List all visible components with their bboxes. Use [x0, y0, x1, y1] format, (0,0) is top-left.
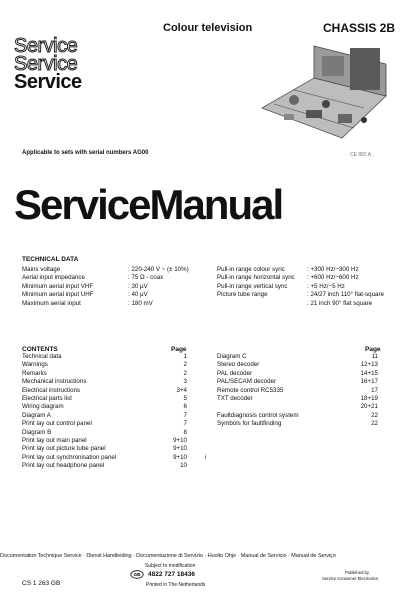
svg-text:GB: GB	[133, 572, 141, 578]
chassis-label: CHASSIS 2B	[323, 21, 396, 35]
contents-row-value: 3	[183, 378, 187, 386]
contents-row-label: Wiring diagram	[22, 403, 64, 411]
contents-row-value: 2	[183, 369, 187, 377]
footer-code-number: 4822 727 18436	[148, 571, 195, 578]
footer-printed: Printed in The Netherlands	[146, 582, 206, 588]
footer-publisher-2: Service Consumer Electronics	[322, 576, 379, 581]
contents-row	[22, 445, 187, 453]
contents-heading: CONTENTS	[22, 346, 58, 353]
photo-code: CE 882 A	[350, 152, 372, 158]
technical-row	[22, 283, 202, 291]
footer-subject: Subject to modification	[145, 563, 196, 569]
contents-row-value: 11	[371, 353, 378, 360]
contents-list-left	[22, 353, 187, 470]
technical-row	[217, 283, 402, 291]
footer-languages: Documentation Technique Service · Dienst Handleiding · Documentazione di Servizio · Huolto Ohje · Manual de Servicio · Manual de Serviço	[0, 553, 336, 559]
contents-row-label: Stereo decoder	[217, 361, 260, 369]
technical-row-value: : +300 Hz/−300 Hz	[307, 266, 359, 273]
technical-row-label: Minimum aerial input UHF	[22, 291, 94, 299]
contents-row-label: Mechanical instructions	[22, 378, 87, 386]
contents-row	[22, 437, 187, 445]
contents-row	[22, 378, 187, 386]
contents-row-label: Electrical instructions	[22, 386, 81, 394]
contents-divider-mark: i	[205, 455, 207, 461]
technical-row	[217, 266, 402, 274]
contents-row-label: Print lay out synchronisation panel	[22, 453, 117, 461]
contents-row-value: 6	[183, 403, 187, 411]
technical-data-left	[22, 266, 202, 308]
contents-row	[22, 403, 187, 411]
technical-row-label: Pull-in range vertical sync	[217, 282, 288, 290]
technical-row-value: : +600 Hz/−600 Hz	[307, 274, 359, 282]
contents-row-value: 9+10	[173, 453, 187, 461]
contents-row-label: Electrical parts list	[22, 394, 72, 402]
contents-row-label: Diagram B	[22, 428, 52, 436]
technical-row-value: : 21 inch 90° flat square	[307, 299, 373, 307]
contents-row-value: 2	[183, 361, 187, 369]
contents-row-value: 18+19	[360, 394, 378, 402]
contents-row-value: 1	[183, 353, 187, 360]
contents-row-label: Technical data	[22, 353, 62, 360]
contents-row	[217, 412, 378, 420]
contents-row-label: Print lay out picture tube panel	[22, 445, 106, 453]
contents-row	[217, 378, 378, 386]
contents-list-right	[217, 353, 378, 429]
contents-row-label: Diagram A	[22, 411, 51, 419]
technical-row	[22, 300, 202, 308]
contents-row-value: 12+13	[360, 361, 378, 369]
contents-row	[22, 395, 187, 403]
technical-row	[22, 291, 202, 299]
contents-row-label: Diagram C	[217, 353, 247, 360]
contents-row-value: 22	[371, 411, 378, 419]
contents-row-label: PAL/SECAM decoder	[217, 378, 277, 386]
contents-row-value: 10	[180, 462, 187, 470]
contents-row-label: PAL decoder	[217, 369, 253, 377]
technical-row-value: : 180 mV	[128, 299, 153, 307]
contents-row	[217, 353, 378, 361]
service-logo-line-3: Service	[14, 71, 82, 93]
contents-row-label: Remarks	[22, 369, 47, 377]
contents-row-value: 7	[183, 420, 187, 428]
contents-row-label: Warnings	[22, 361, 48, 369]
technical-row	[217, 274, 402, 282]
contents-row-label: Print lay out main panel	[22, 436, 87, 444]
technical-data-right	[217, 266, 402, 308]
contents-row	[217, 403, 378, 411]
contents-row-value: 9+10	[173, 445, 187, 453]
contents-row	[22, 353, 187, 361]
technical-data-heading: TECHNICAL DATA	[22, 256, 79, 263]
contents-row-label: Remote control RC5335	[217, 386, 284, 394]
technical-row-label: Pull-in range colour sync	[217, 266, 285, 273]
technical-row	[22, 274, 202, 282]
contents-row	[22, 429, 187, 437]
philips-emblem-icon	[130, 570, 144, 579]
contents-row-value: 16+17	[360, 378, 378, 386]
technical-row	[217, 291, 402, 299]
contents-row-label: Symbols for faultfinding	[217, 420, 282, 428]
technical-row-value: : 220-240 V ~ (± 10%)	[128, 266, 189, 273]
contents-row	[22, 420, 187, 428]
technical-row-value: : 24/27 inch 110° flat-square	[307, 291, 385, 299]
manual-title: ServiceManual	[14, 181, 283, 228]
tv-chassis-photo	[254, 38, 394, 148]
technical-row-label: Pull-in range horizontal sync	[217, 274, 295, 282]
contents-row-value: 5	[183, 394, 187, 402]
technical-row-label: Maximum aerial input	[22, 299, 81, 307]
technical-row-label: Aerial input impedance	[22, 274, 85, 282]
contents-page-heading-left: Page	[171, 346, 187, 353]
technical-row-value: : 30 μV	[128, 282, 148, 290]
contents-row	[22, 454, 187, 462]
contents-row-value: 3+4	[176, 386, 187, 394]
contents-row-value: 14+15	[360, 369, 378, 377]
technical-row-label: Minimum aerial input VHF	[22, 282, 94, 290]
applicability-note: Applicable to sets with serial numbers AG00	[22, 150, 149, 156]
technical-row	[217, 300, 402, 308]
contents-row	[217, 361, 378, 369]
contents-row-label: Print lay out control panel	[22, 420, 92, 428]
contents-row	[22, 387, 187, 395]
contents-row-value: 7	[183, 411, 187, 419]
footer-publisher-1: Published by	[345, 570, 369, 575]
technical-row-value: : 75 Ω - coax	[128, 274, 164, 282]
technical-row	[22, 266, 202, 274]
contents-row	[22, 361, 187, 369]
contents-row	[22, 370, 187, 378]
contents-row	[217, 370, 378, 378]
technical-row-label: Mains voltage	[22, 266, 61, 273]
footer-doc-code: CS 1 263 GB	[22, 580, 61, 587]
contents-row-value: 17	[371, 386, 378, 394]
contents-row	[22, 462, 187, 470]
contents-row-label: Faultdiagnosis control system	[217, 411, 299, 419]
contents-row-value: 9+10	[173, 436, 187, 444]
contents-row-value: 20+21	[360, 403, 378, 411]
service-logo-line-2: Service	[14, 53, 78, 75]
document-title: Colour television	[163, 22, 253, 34]
service-logo-line-1: Service	[14, 35, 78, 57]
contents-row	[217, 420, 378, 428]
technical-row-value: : 40 μV	[128, 291, 148, 299]
contents-row	[22, 412, 187, 420]
contents-page-heading-right: Page	[365, 346, 381, 353]
contents-row	[217, 395, 378, 403]
contents-row-value: 8	[183, 428, 187, 436]
contents-row	[217, 387, 378, 395]
technical-row-value: : +5 Hz/−5 Hz	[307, 282, 345, 290]
contents-row-label: Print lay out headphone panel	[22, 462, 105, 470]
contents-row-label: TXT decoder	[217, 394, 253, 402]
technical-row-label: Picture tube range	[217, 291, 268, 299]
contents-row-value: 22	[371, 420, 378, 428]
